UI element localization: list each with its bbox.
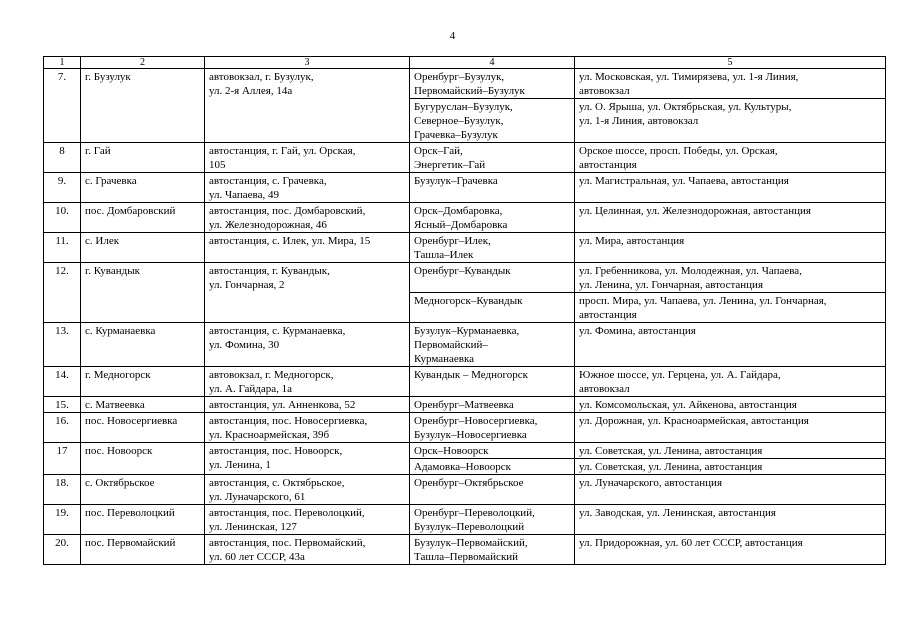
table-row [44,233,886,263]
route-name-line: Первомайский– [414,339,488,351]
route-name-line: Адамовка–Новоорск [414,461,511,473]
route-streets [575,173,886,203]
station-address-line: автовокзал, г. Бузулук, [209,71,314,83]
route-name [410,459,575,475]
table-row [44,413,886,443]
route-name [410,143,575,173]
route-name [410,505,575,535]
route-name [410,99,575,143]
route-name [410,397,575,413]
route-name-line: Северное–Бузулук, [414,115,504,127]
route-streets-line: ул. Московская, ул. Тимирязева, ул. 1-я Линия, [579,71,799,83]
row-number: 9. [44,173,81,203]
settlement-name: пос. Домбаровский [81,203,205,233]
station-address [205,535,410,565]
row-number: 18. [44,475,81,505]
route-name-line: Оренбург–Октябрьское [414,477,524,489]
station-address [205,475,410,505]
route-name [410,535,575,565]
col-header-5: 5 [575,57,886,69]
settlement-name: г. Кувандык [81,263,205,323]
route-name [410,413,575,443]
station-address-line: автостанция, с. Октябрьское, [209,477,345,489]
route-name-line: Бузулук–Первомайский, [414,537,528,549]
route-name [410,233,575,263]
route-streets [575,475,886,505]
route-streets [575,99,886,143]
route-name-line: Бузулук–Новосергиевка [414,429,527,441]
station-address-line: ул. Фомина, 30 [209,339,280,351]
route-streets-line: просп. Мира, ул. Чапаева, ул. Ленина, ул. Гончарная, [579,295,827,307]
station-address [205,203,410,233]
station-address-line: ул. 2-я Аллея, 14а [209,85,293,97]
station-address [205,505,410,535]
route-streets [575,293,886,323]
settlement-name: г. Медногорск [81,367,205,397]
settlement-name: г. Бузулук [81,69,205,143]
settlement-name: с. Грачевка [81,173,205,203]
route-streets [575,535,886,565]
route-name-line: Оренбург–Кувандык [414,265,511,277]
route-streets [575,233,886,263]
route-streets [575,69,886,99]
station-address-line: автостанция, пос. Новосергиевка, [209,415,368,427]
settlement-name: пос. Новоорск [81,443,205,475]
route-streets-line: ул. 1-я Линия, автовокзал [579,115,699,127]
route-streets-line: ул. Советская, ул. Ленина, автостанция [579,445,763,457]
station-address-line: ул. Железнодорожная, 46 [209,219,327,231]
row-number: 11. [44,233,81,263]
route-name-line: Оренбург–Бузулук, [414,71,505,83]
route-streets-line: автостанция [579,159,637,171]
route-streets-line: ул. Заводская, ул. Ленинская, автостанция [579,507,776,519]
station-address [205,323,410,367]
col-header-4: 4 [410,57,575,69]
route-streets [575,459,886,475]
route-name-line: Ясный–Домбаровка [414,219,508,231]
table-row [44,173,886,203]
route-name-line: Оренбург–Матвеевка [414,399,514,411]
route-name-line: Энергетик–Гай [414,159,486,171]
route-streets-line: ул. Придорожная, ул. 60 лет СССР, автостанция [579,537,803,549]
route-name-line: Оренбург–Илек, [414,235,491,247]
station-address-line: автостанция, пос. Домбаровский, [209,205,366,217]
header-row [44,57,886,69]
table-row [44,69,886,99]
route-streets [575,143,886,173]
table-row [44,323,886,367]
route-name [410,203,575,233]
station-address-line: автовокзал, г. Медногорск, [209,369,334,381]
route-streets-line: ул. Мира, автостанция [579,235,685,247]
settlement-name: пос. Первомайский [81,535,205,565]
route-streets-line: автовокзал [579,85,630,97]
route-name-line: Орск–Гай, [414,145,463,157]
route-name [410,367,575,397]
row-number: 17 [44,443,81,475]
settlement-name: пос. Новосергиевка [81,413,205,443]
route-name-line: Орск–Домбаровка, [414,205,503,217]
row-number: 19. [44,505,81,535]
station-address [205,173,410,203]
col-header-3: 3 [205,57,410,69]
station-address [205,443,410,475]
station-address-line: ул. Луначарского, 61 [209,491,306,503]
table-row [44,263,886,293]
route-name [410,69,575,99]
row-number: 12. [44,263,81,323]
settlement-name: с. Матвеевка [81,397,205,413]
route-name-line: Бугуруслан–Бузулук, [414,101,513,113]
route-streets-line: ул. Фомина, автостанция [579,325,696,337]
route-name [410,323,575,367]
station-address-line: автостанция, пос. Новоорск, [209,445,343,457]
row-number: 16. [44,413,81,443]
station-address-line: ул. А. Гайдара, 1а [209,383,293,395]
route-streets-line: ул. Ленина, ул. Гончарная, автостанция [579,279,764,291]
station-address [205,69,410,143]
route-streets-line: ул. Гребенникова, ул. Молодежная, ул. Чапаева, [579,265,802,277]
route-streets-line: автостанция [579,309,637,321]
route-streets-line: ул. Целинная, ул. Железнодорожная, автостанция [579,205,811,217]
row-number: 15. [44,397,81,413]
row-number: 13. [44,323,81,367]
route-name-line: Медногорск–Кувандык [414,295,523,307]
settlement-name: пос. Переволоцкий [81,505,205,535]
route-streets-line: автовокзал [579,383,630,395]
route-name-line: Кувандык – Медногорск [414,369,528,381]
route-name [410,293,575,323]
settlement-name: с. Курманаевка [81,323,205,367]
route-name-line: Бузулук–Переволоцкий [414,521,525,533]
route-streets [575,397,886,413]
station-address-line: ул. Чапаева, 49 [209,189,279,201]
row-number: 7. [44,69,81,143]
route-name-line: Бузулук–Грачевка [414,175,498,187]
route-streets-line: Орское шоссе, просп. Победы, ул. Орская, [579,145,778,157]
route-streets [575,367,886,397]
settlement-name: г. Гай [81,143,205,173]
route-streets [575,443,886,459]
station-address-line: ул. Гончарная, 2 [209,279,285,291]
route-streets [575,323,886,367]
route-name-line: Ташла–Илек [414,249,474,261]
route-streets [575,263,886,293]
station-address-line: автостанция, пос. Первомайский, [209,537,366,549]
table-row [44,443,886,459]
page-number: 4 [449,30,456,42]
settlement-name: с. Илек [81,233,205,263]
route-name-line: Оренбург–Новосергиевка, [414,415,538,427]
settlement-name: с. Октябрьское [81,475,205,505]
route-name-line: Курманаевка [414,353,475,365]
station-address-line: автостанция, г. Кувандык, [209,265,330,277]
station-address-line: автостанция, г. Гай, ул. Орская, [209,145,356,157]
station-address-line: ул. 60 лет СССР, 43а [209,551,305,563]
route-streets [575,203,886,233]
station-address-line: автостанция, с. Илек, ул. Мира, 15 [209,235,371,247]
route-name [410,173,575,203]
station-address [205,413,410,443]
table-row [44,203,886,233]
route-streets [575,505,886,535]
row-number: 8 [44,143,81,173]
station-address [205,263,410,323]
table-row [44,143,886,173]
row-number: 20. [44,535,81,565]
col-header-1: 1 [44,57,81,69]
routes-table [43,56,886,565]
route-streets-line: Южное шоссе, ул. Герцена, ул. А. Гайдара, [579,369,781,381]
table-body [44,69,886,565]
route-streets-line: ул. Советская, ул. Ленина, автостанция [579,461,763,473]
route-name [410,263,575,293]
station-address-line: ул. Ленинская, 127 [209,521,297,533]
table-row [44,397,886,413]
route-streets-line: ул. Магистральная, ул. Чапаева, автостанция [579,175,789,187]
row-number: 14. [44,367,81,397]
station-address [205,367,410,397]
route-name [410,475,575,505]
row-number: 10. [44,203,81,233]
station-address-line: автостанция, ул. Анненкова, 52 [209,399,356,411]
station-address-line: ул. Красноармейская, 39б [209,429,330,441]
station-address-line: автостанция, с. Грачевка, [209,175,327,187]
route-name-line: Первомайский–Бузулук [414,85,525,97]
table-row [44,475,886,505]
route-streets [575,413,886,443]
station-address [205,233,410,263]
station-address-line: автостанция, пос. Переволоцкий, [209,507,365,519]
route-streets-line: ул. Дорожная, ул. Красноармейская, автостанция [579,415,809,427]
station-address [205,397,410,413]
route-name-line: Бузулук–Курманаевка, [414,325,520,337]
station-address-line: автостанция, с. Курманаевка, [209,325,346,337]
table-row [44,505,886,535]
route-streets-line: ул. О. Ярыша, ул. Октябрьская, ул. Культуры, [579,101,792,113]
route-name-line: Орск–Новоорск [414,445,489,457]
table-row [44,367,886,397]
route-name [410,443,575,459]
station-address [205,143,410,173]
col-header-2: 2 [81,57,205,69]
route-name-line: Грачевка–Бузулук [414,129,498,141]
route-streets-line: ул. Комсомольская, ул. Айкенова, автостанция [579,399,797,411]
station-address-line: 105 [209,159,226,171]
route-streets-line: ул. Луначарского, автостанция [579,477,723,489]
route-name-line: Оренбург–Переволоцкий, [414,507,535,519]
route-name-line: Ташла–Первомайский [414,551,519,563]
table-row [44,535,886,565]
station-address-line: ул. Ленина, 1 [209,459,271,471]
